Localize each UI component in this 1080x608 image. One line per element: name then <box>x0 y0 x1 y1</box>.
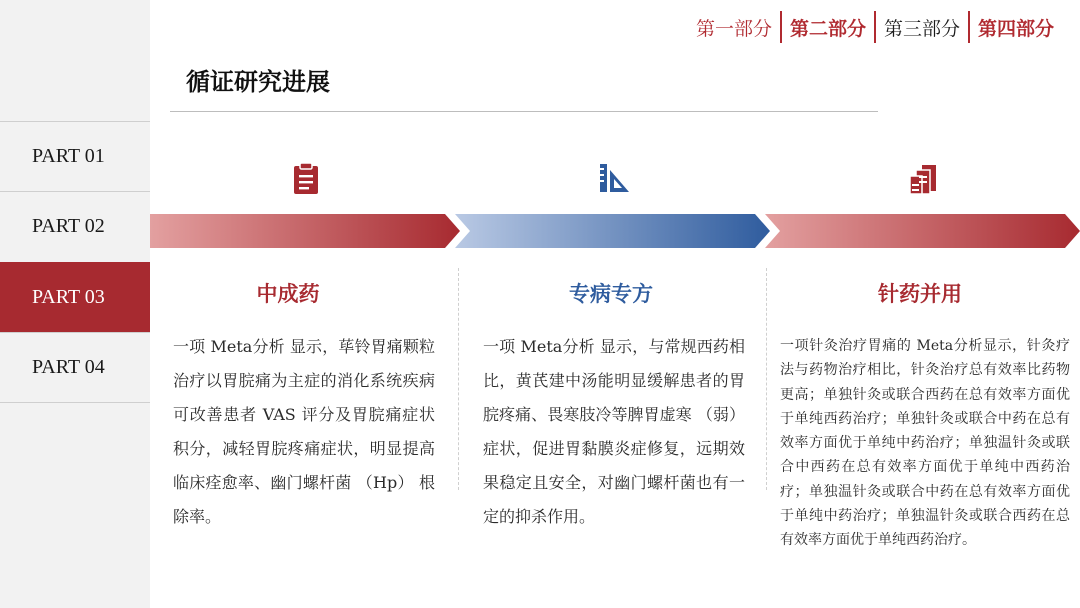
arrow-segment-3 <box>765 214 1080 248</box>
arrow-segment-1 <box>150 214 460 248</box>
sidebar-item-part-01[interactable]: PART 01 <box>0 121 150 191</box>
clipboard-icon <box>289 162 323 196</box>
arrow-segment-2 <box>455 214 770 248</box>
column-text-3: 一项针灸治疗胃痛的 Meta分析显示，针灸疗法与药物治疗相比，针灸治疗总有效率比药物更高；单独针灸或联合西药在总有效率方面优于单纯西药治疗；单独针灸或联合中药在总有效率方面优于单纯中药治疗；单独温针灸或联合中西药在总有效率方面优于单纯中西药治疗；单独温针灸或联合中药在总有效率方面优于单纯中药治疗；单独温针灸或联合西药在总有效率方面优于单纯西药治疗。 <box>780 338 1070 549</box>
top-navigation <box>688 10 1062 44</box>
documents-icon <box>907 162 941 196</box>
sidebar <box>0 0 150 608</box>
process-arrows <box>150 214 1080 248</box>
column-text-2: 一项 Meta分析 显示，与常规西药相比，黄芪建中汤能明显缓解患者的胃脘疼痛、畏寒肢冷等脾胃虚寒 （弱） 症状，促进胃黏膜炎症修复，远期效果稳定且安全，对幽门螺杆菌也有一定的抑杀作用。 <box>483 337 745 526</box>
sidebar-item-part-04[interactable]: PART 04 <box>0 332 150 402</box>
nav-part-3[interactable]: 第三部分 <box>883 17 960 40</box>
ruler-pencil-icon <box>597 162 631 196</box>
nav-part-4[interactable]: 第四部分 <box>977 17 1054 40</box>
sidebar-item-part-03[interactable]: PART 03 <box>0 262 150 332</box>
column-divider <box>766 268 767 490</box>
column-text-1: 一项 Meta分析 显示，荜铃胃痛颗粒治疗以胃脘痛为主症的消化系统疾病可改善患者 VAS 评分及胃脘痛症状积分，减轻胃脘疼痛症状，明显提高临床痊愈率、幽门螺杆菌 （Hp） 根除率。 <box>173 337 435 526</box>
column-divider <box>458 268 459 490</box>
sidebar-item-part-02[interactable]: PART 02 <box>0 191 150 261</box>
nav-part-1[interactable]: 第一部分 <box>695 17 772 40</box>
column-title-2: 专病专方 <box>569 282 653 306</box>
sidebar-divider <box>0 402 150 403</box>
title-underline <box>170 111 878 112</box>
column-title-1: 中成药 <box>256 282 320 306</box>
nav-part-2[interactable]: 第二部分 <box>789 17 866 40</box>
column-title-3: 针药并用 <box>878 282 962 306</box>
page-title: 循证研究进展 <box>186 68 330 96</box>
